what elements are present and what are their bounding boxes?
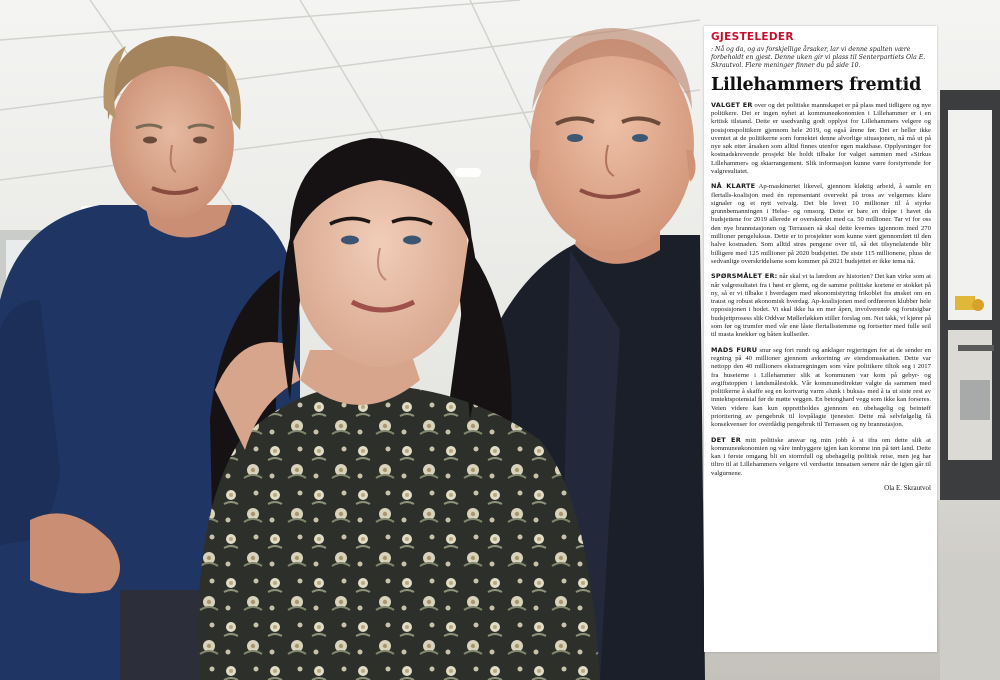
paragraph-2 [711,182,931,266]
section-kicker: GJESTELEDER [711,31,794,43]
author-byline: Ola E. Skrautvol [884,484,931,493]
article-headline: Lillehammers fremtid [711,74,922,95]
paragraph-4 [711,346,931,430]
paragraph-text: mitt politiske ansvar og min jobb å si ifra om dette slik at kommuneøkonomien og våre innbyggere igjen kan komme inn på tørt land. Dette kan i første omgang bli en stormfull og ubehagelig politisk reise, men jeg har tiltro til at Lillehammers velgere vil verdsette innsatsen senere når de igjen går til valgurnene. [711,436,931,477]
paragraph-lead: NÅ KLARTE [711,182,756,191]
paragraph-lead: DET ER [711,435,741,444]
paragraph-text: snur seg fort rundt og anklager regjeringen for at de sender en regning på 40 millioner gjennom avkortning av eiendomsskatten. Dette var nettopp den 40 millioners ekstraregningen som våre politikere tiltok seg i 2017 fra huseierne i Lillehammer slik at kommunen var kom på gebyr- og avgiftstoppen i landsmålestokk. Vår kommunedirektør valgte da sammen med politikerne å skaffe seg en kortvarig varm «lunk i buksa» med å ta ut siste rest av inntektspotensial før de møtte veggen. En betonghard vegg som ikke kan forseres. Veien videre kan kun opprettholdes gjennom en ubehagelig og beintøff prioritering av pengebruk til lovpålagte tjenester. Dette må selvfølgelig få konsekvenser for overdådig pengebruk til Terrassen og ny brannstasjon. [711,346,931,429]
paragraph-1 [711,101,931,177]
paragraph-lead: VALGET ER [711,100,753,109]
paragraph-lead: MADS FURU [711,345,758,354]
paragraph-text: Ap-maskineriet likevel, gjennom kløktig arbeid, å samle en flertalls-koalisjon med én representant overvekt på tross av velgernes klare signaler og et nytt veivalg. Det ble lovet 10 millioner til å styrke grunnbemanningen i Helse- og omsorg. Dette er bare en dråpe i havet da budsjettene for 2019 allerede er overskredet med ca. 50 millioner. Tar vi for oss den nye brannstasjonen og Terrassen så skal dette kvernes igjennom med 270 millioner pengeluksus. Dette er to prosjekter som kunne vært gjennomført til den halve kostnaden. Som alltid strøs pengene over til, så det tilsynelatende blir billigere med 125 millioner på 2020 budsjettet. De siste 115 millionene, pluss de sedvanlige overskridelsene som kommer på 2021 budsjettet er ikke tema nå. [711,183,931,265]
guest-editorial-column [704,26,937,652]
intro-note: : Nå og da, og av forskjellige årsaker, lar vi denne spalten være forbeholdt en gjest. Denne uken gir vi plass til Senterpartiets Ola E. Skrautvol. Flere meninger finner du på side 10. [711,46,926,70]
paragraph-text: når skal vi ta lærdom av historien? Det kan virke som at når valgresultatet fra i høst er glemt, og de samme politiske kortene er stokket på ny, så er vi tilbake i hverdagen med økonomistyring frikoblet fra ønsket om en traust og robust økonomisk hverdag. Ap-koalisjonen med ordføreren klubber hele opposisjonen i hodet. Vi skal ikke ha en mer åpen, involverende og forutsigbar budsjettprosess slik Oddvar Møllerløkken stiller forslag om. Nei takk, vi kjører på som før og trumfer med vår ene låste flertallsstemme og fortsetter med fulle seil til masta knekker og båten kullseiler. [711,273,932,339]
paragraph-3 [711,272,931,339]
paragraph-text: over og det politiske mannskapet er på plass med tidligere og nye politikere. Det er ingen nyhet at kommuneøkonomien i Lillehammer er i en kritisk tilstand. Dette er usedvanlig godt opplyst for Lillehammers velgere og posisjonspolitikere gjennom hele 2019, og også årene før. Det er heller ikke uventet at de politikerne som fornektet denne alvorlige situasjonen, nå må ut på nye søk etter årsaken som alltid finnes utenfor egen maktbase. Opplysninger for kostnadskrevende prosjekt ble holdt tilbake for valget sammen med «Sirkus Lillehammer» og skiarrangement. Slik informasjon kunne være forstyrrende for valgresultatet. [711,101,931,175]
paragraph-lead: SPØRSMÅLET ER: [711,272,778,281]
paragraph-5 [711,436,931,478]
